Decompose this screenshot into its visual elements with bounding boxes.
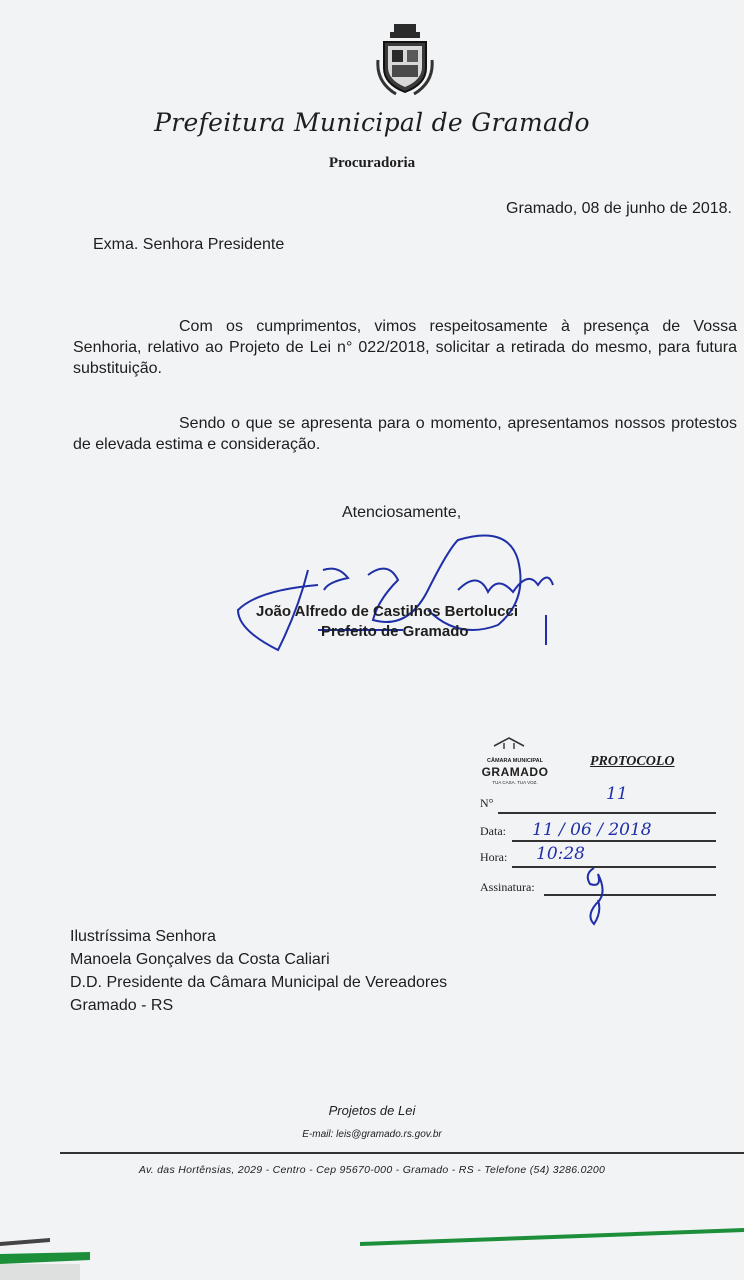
addressee-line-4: Gramado - RS — [70, 997, 174, 1014]
signer-name: João Alfredo de Castilhos Bertolucci — [256, 603, 518, 620]
time-rule — [512, 866, 716, 868]
number-label: N° — [480, 796, 494, 810]
closing: Atenciosamente, — [342, 504, 462, 521]
footer-address: Av. das Hortênsias, 2029 - Centro - Cep 95670-000 - Gramado - RS - Telefone (54) 3286.0200 — [138, 1164, 606, 1176]
protocol-stamp — [470, 734, 730, 934]
protocol-date: 11 / 06 / 2018 — [532, 820, 652, 840]
paragraph-1 — [73, 316, 737, 379]
paragraph-2-text: Sendo o que se apresenta para o momento, apresentamos nossos protestos de elevada estima e consideração. — [73, 415, 737, 453]
signer-title: Prefeito de Gramado — [321, 623, 469, 640]
footer-email: E-mail: leis@gramado.rs.gov.br — [302, 1129, 442, 1140]
signature-rule — [544, 894, 716, 896]
date-rule — [512, 840, 716, 842]
handwritten-signature-icon — [228, 530, 568, 660]
protocol-time: 10:28 — [536, 844, 585, 864]
signature-label: Assinatura: — [480, 880, 535, 894]
addressee-block — [70, 925, 447, 1017]
chamber-logo-tagline: TUA CASA. TUA VOZ. — [492, 780, 538, 785]
number-rule — [498, 812, 716, 814]
footer-divider — [60, 1152, 744, 1154]
addressee-line-1: Ilustríssima Senhora — [70, 928, 216, 945]
chamber-logo-name: GRAMADO — [481, 765, 549, 779]
coat-of-arms-icon — [376, 22, 434, 98]
time-label: Hora: — [480, 850, 508, 864]
chamber-logo-line1: CÂMARA MUNICIPAL — [487, 758, 543, 764]
footer-sector: Projetos de Lei — [328, 1103, 416, 1118]
paragraph-2 — [73, 413, 737, 455]
paragraph-1-text: Com os cumprimentos, vimos respeitosamente à presença de Vossa Senhoria, relativo ao Projeto de Lei n° 022/2018, solicitar a retirada do mesmo, para futura substituição. — [73, 318, 737, 377]
addressee-line-3: D.D. Presidente da Câmara Municipal de Vereadores — [70, 974, 448, 991]
protocol-title: PROTOCOLO — [590, 754, 675, 769]
stamp-initials-icon — [580, 864, 610, 926]
green-edge-strip-icon — [0, 1228, 744, 1280]
protocol-number: 11 — [606, 784, 628, 804]
department-name: Procuradoria — [328, 155, 416, 171]
institution-title: Prefeitura Municipal de Gramado — [154, 108, 590, 137]
addressee-line-2: Manoela Gonçalves da Costa Caliari — [70, 951, 330, 968]
date-label: Data: — [480, 824, 506, 838]
roof-logo-icon — [492, 736, 526, 750]
salutation: Exma. Senhora Presidente — [93, 236, 285, 253]
letter-date: Gramado, 08 de junho de 2018. — [506, 200, 732, 217]
